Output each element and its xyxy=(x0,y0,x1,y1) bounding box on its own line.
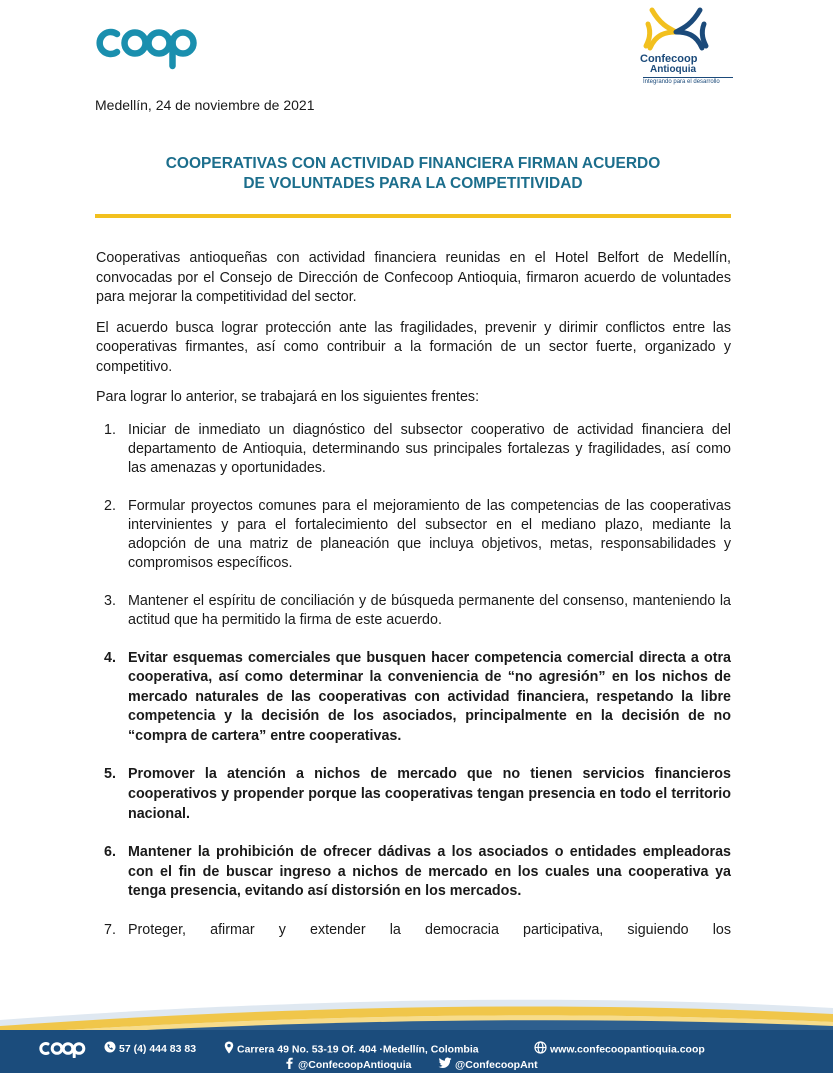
list-item xyxy=(96,765,731,824)
list-item xyxy=(96,497,731,573)
paragraph: El acuerdo busca lograr protección ante las fragilidades, prevenir y dirimir conflictos entre las cooperativas firmantes, así como contribuir a la formación de un sector fuerte, organizado y competitivo. xyxy=(96,319,731,375)
footer-website-text[interactable]: www.confecoopantioquia.coop xyxy=(550,1043,705,1056)
footer-facebook-text[interactable]: @ConfecoopAntioquia xyxy=(298,1058,412,1071)
fronts-list xyxy=(96,421,731,941)
document-body xyxy=(96,249,731,940)
location-pin-icon xyxy=(224,1041,234,1058)
list-item xyxy=(96,421,731,478)
document-date: Medellín, 24 de noviembre de 2021 xyxy=(95,97,315,113)
list-item-text: Iniciar de inmediato un diagnóstico del subsector cooperativo de actividad financiera del departamento de Antioquia, determinando sus principales fortalezas y fragilidades, así como las amenazas y oportunidades. xyxy=(128,421,731,476)
title-divider xyxy=(95,214,731,218)
title-line-1: COOPERATIVAS CON ACTIVIDAD FINANCIERA FIRMAN ACUERDO xyxy=(165,155,661,172)
footer-twitter-text[interactable]: @ConfecoopAnt xyxy=(455,1058,538,1071)
list-item-text: Formular proyectos comunes para el mejoramiento de las competencias de las cooperativas intervinientes y para el fortalecimiento del subsector en el mediano plazo, mediante la adopción de una matriz de planeación que incluya objetivos, metas, responsabilidades y compromisos específicos. xyxy=(128,497,731,571)
phone-icon xyxy=(104,1041,116,1057)
list-item-number: 1. xyxy=(104,421,116,438)
list-item-number: 6. xyxy=(104,844,116,861)
facebook-icon xyxy=(284,1057,295,1073)
list-item-number: 7. xyxy=(104,922,116,939)
list-item-text: Mantener el espíritu de conciliación y de búsqueda permanente del consenso, manteniendo la actitud que ha permitido la firma de este acuerdo. xyxy=(128,592,731,628)
footer-twitter[interactable] xyxy=(438,1057,538,1073)
paragraph: Cooperativas antioqueñas con actividad financiera reunidas en el Hotel Belfort de Medellín, convocadas por el Consejo de Dirección de Confecoop Antioquia, firmaron acuerdo de voluntades para mejorar la competitividad del sector. xyxy=(96,250,731,305)
list-item-text: Proteger, afirmar y extender la democracia participativa, siguiendo los xyxy=(128,922,731,939)
footer-address xyxy=(224,1041,479,1058)
list-item xyxy=(96,649,731,747)
confecoop-tagline: Integrando para el desarrollo xyxy=(643,77,733,85)
list-item-text: Evitar esquemas comerciales que busquen hacer competencia comercial directa a otra cooperativa, así como determinar la conveniencia de “no agresión” en los nichos de mercado naturales de las cooperativas con actividad financiera, respetando la libre competencia y la decisión de los asociados, principalmente en la decisión de no “compra de cartera” entre cooperativas. xyxy=(128,649,731,744)
footer-address-text: Carrera 49 No. 53-19 Of. 404 ·Medellín, Colombia xyxy=(237,1043,479,1056)
list-item-number: 4. xyxy=(104,649,116,666)
footer-phone-text: 57 (4) 444 83 83 xyxy=(119,1042,197,1055)
title-line-2: DE VOLUNTADES PARA LA COMPETITIVIDAD xyxy=(243,175,583,192)
confecoop-name: Confecoop xyxy=(640,53,698,65)
list-item-number: 3. xyxy=(104,592,116,609)
list-item-number: 5. xyxy=(104,766,116,783)
document-title xyxy=(95,154,731,194)
list-item-text: Mantener la prohibición de ofrecer dádivas a los asociados o entidades empleadoras con el fin de buscar ingreso a nichos de mercado en los cuales una cooperativa ya tenga presencia, evitando así distorsión en los mercados. xyxy=(128,844,731,900)
list-item xyxy=(96,592,731,630)
list-item xyxy=(96,843,731,902)
globe-icon xyxy=(534,1041,547,1058)
list-item-number: 2. xyxy=(104,497,116,514)
confecoop-antioquia-logo xyxy=(638,4,728,88)
footer-coop-logo xyxy=(38,1040,93,1058)
coop-logo xyxy=(95,22,207,72)
twitter-icon xyxy=(438,1057,452,1073)
confecoop-region: Antioquia xyxy=(650,64,697,75)
paragraph: Para lograr lo anterior, se trabajará en los siguientes frentes: xyxy=(96,389,480,405)
footer-phone xyxy=(104,1041,196,1057)
list-item xyxy=(96,921,731,940)
footer-facebook[interactable] xyxy=(284,1057,411,1073)
footer-website[interactable] xyxy=(534,1041,705,1058)
list-item-text: Promover la atención a nichos de mercado que no tienen servicios financieros cooperativos y propender porque las cooperativas tengan presencia en todo el territorio nacional. xyxy=(128,766,731,822)
